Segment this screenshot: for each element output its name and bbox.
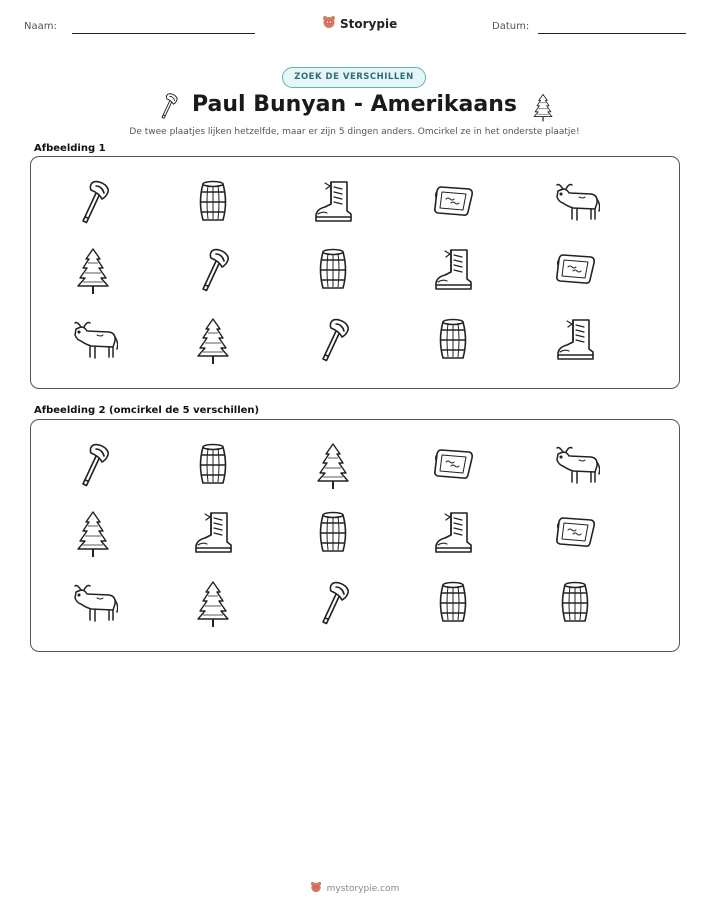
storypie-logo bbox=[322, 14, 397, 33]
tree-icon bbox=[188, 315, 238, 365]
ox-icon bbox=[68, 315, 118, 365]
axe-icon bbox=[188, 245, 238, 295]
picture-1-label: Afbeelding 1 bbox=[34, 143, 106, 154]
footer-url: mystorypie.com bbox=[326, 883, 400, 894]
tree-icon bbox=[188, 578, 238, 628]
boot-icon bbox=[550, 315, 600, 365]
instructions: De twee plaatjes lijken hetzelfde, maar er zijn 5 dingen anders. Omcirkel ze in het onderste plaatje! bbox=[129, 127, 580, 137]
barrel-icon bbox=[428, 578, 478, 628]
brand-name: Storypie bbox=[340, 16, 398, 31]
barrel-icon bbox=[550, 578, 600, 628]
griddle-icon bbox=[550, 245, 600, 295]
pine-tree-icon bbox=[531, 90, 555, 128]
footer bbox=[0, 881, 709, 896]
axe-icon bbox=[308, 578, 358, 628]
barrel-icon bbox=[428, 315, 478, 365]
name-field[interactable] bbox=[72, 33, 255, 34]
date-field[interactable] bbox=[538, 33, 686, 34]
picture-2-label: Afbeelding 2 (omcirkel de 5 verschillen) bbox=[34, 405, 260, 416]
page-title: Paul Bunyan - Amerikaans bbox=[192, 92, 517, 117]
picture-2-panel[interactable] bbox=[30, 419, 680, 652]
griddle-icon bbox=[550, 508, 600, 558]
griddle-icon bbox=[428, 440, 478, 490]
picture-1-panel bbox=[30, 156, 680, 389]
tree-icon bbox=[68, 245, 118, 295]
boot-icon bbox=[428, 245, 478, 295]
barrel-icon bbox=[308, 508, 358, 558]
tree-icon bbox=[308, 440, 358, 490]
boot-icon bbox=[428, 508, 478, 558]
barrel-icon bbox=[308, 245, 358, 295]
tree-icon bbox=[68, 508, 118, 558]
barrel-icon bbox=[188, 177, 238, 227]
bear-icon bbox=[310, 881, 322, 896]
date-label: Datum: bbox=[492, 21, 530, 32]
ox-icon bbox=[550, 177, 600, 227]
ox-icon bbox=[68, 578, 118, 628]
barrel-icon bbox=[188, 440, 238, 490]
boot-icon bbox=[308, 177, 358, 227]
activity-badge: ZOEK DE VERSCHILLEN bbox=[282, 67, 426, 88]
axe-icon bbox=[68, 177, 118, 227]
axe-icon bbox=[68, 440, 118, 490]
name-label: Naam: bbox=[24, 21, 57, 32]
griddle-icon bbox=[428, 177, 478, 227]
boot-icon bbox=[188, 508, 238, 558]
bear-icon bbox=[322, 14, 336, 33]
ox-icon bbox=[550, 440, 600, 490]
axe-icon bbox=[308, 315, 358, 365]
